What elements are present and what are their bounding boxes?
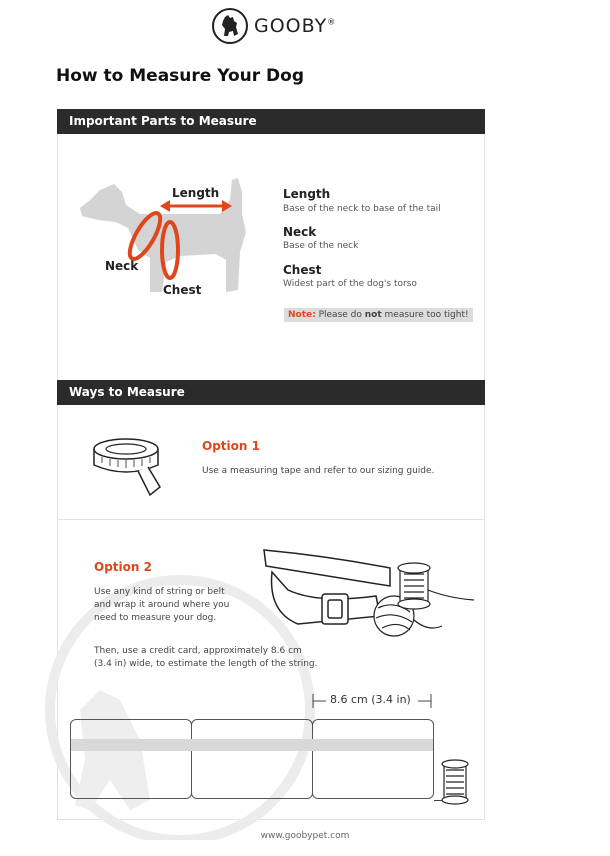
option1-text: Use a measuring tape and refer to our sizing guide. bbox=[202, 466, 435, 476]
item-title-neck: Neck bbox=[283, 225, 317, 239]
credit-card-2 bbox=[191, 719, 313, 799]
option2-title: Option 2 bbox=[94, 560, 152, 574]
footer-url[interactable]: www.goobypet.com bbox=[260, 831, 350, 841]
item-title-length: Length bbox=[283, 187, 331, 201]
diagram-label-chest: Chest bbox=[163, 283, 202, 297]
options-divider bbox=[57, 519, 485, 520]
ways-section-header: Ways to Measure bbox=[57, 380, 485, 405]
page-title: How to Measure Your Dog bbox=[56, 66, 305, 86]
length-arrow-icon bbox=[160, 200, 232, 212]
thread-spool-small-icon bbox=[438, 758, 472, 806]
note-label: Note: bbox=[288, 310, 316, 320]
item-desc-chest: Widest part of the dog's torso bbox=[283, 279, 417, 289]
option2-text-1: Use any kind of string or belt and wrap it around where you need to measure your dog. bbox=[94, 587, 230, 623]
parts-section-header: Important Parts to Measure bbox=[57, 109, 485, 134]
belt-icon bbox=[264, 550, 390, 624]
brand-name: GOOBY® bbox=[254, 15, 337, 37]
option2-text-2: Then, use a credit card, approximately 8.6 cm (3.4 in) wide, to estimate the length of the string. bbox=[94, 646, 318, 669]
credit-card-3 bbox=[312, 719, 434, 799]
dog-logo-icon bbox=[212, 8, 248, 44]
diagram-label-neck: Neck bbox=[105, 259, 139, 273]
item-title-chest: Chest bbox=[283, 263, 322, 277]
brand-logo bbox=[212, 6, 412, 46]
thread-spool-icon bbox=[398, 563, 474, 609]
diagram-label-length: Length bbox=[172, 186, 220, 200]
item-desc-neck: Base of the neck bbox=[283, 241, 359, 251]
measuring-tape-icon bbox=[88, 435, 166, 499]
note-box: Note: Please do not measure too tight! bbox=[284, 308, 473, 322]
belt-illustration bbox=[258, 542, 480, 642]
item-desc-length: Base of the neck to base of the tail bbox=[283, 204, 441, 214]
option1-title: Option 1 bbox=[202, 439, 260, 453]
card-stripe bbox=[71, 739, 433, 751]
credit-card-1 bbox=[70, 719, 192, 799]
card-width-label: 8.6 cm (3.4 in) bbox=[330, 693, 411, 706]
